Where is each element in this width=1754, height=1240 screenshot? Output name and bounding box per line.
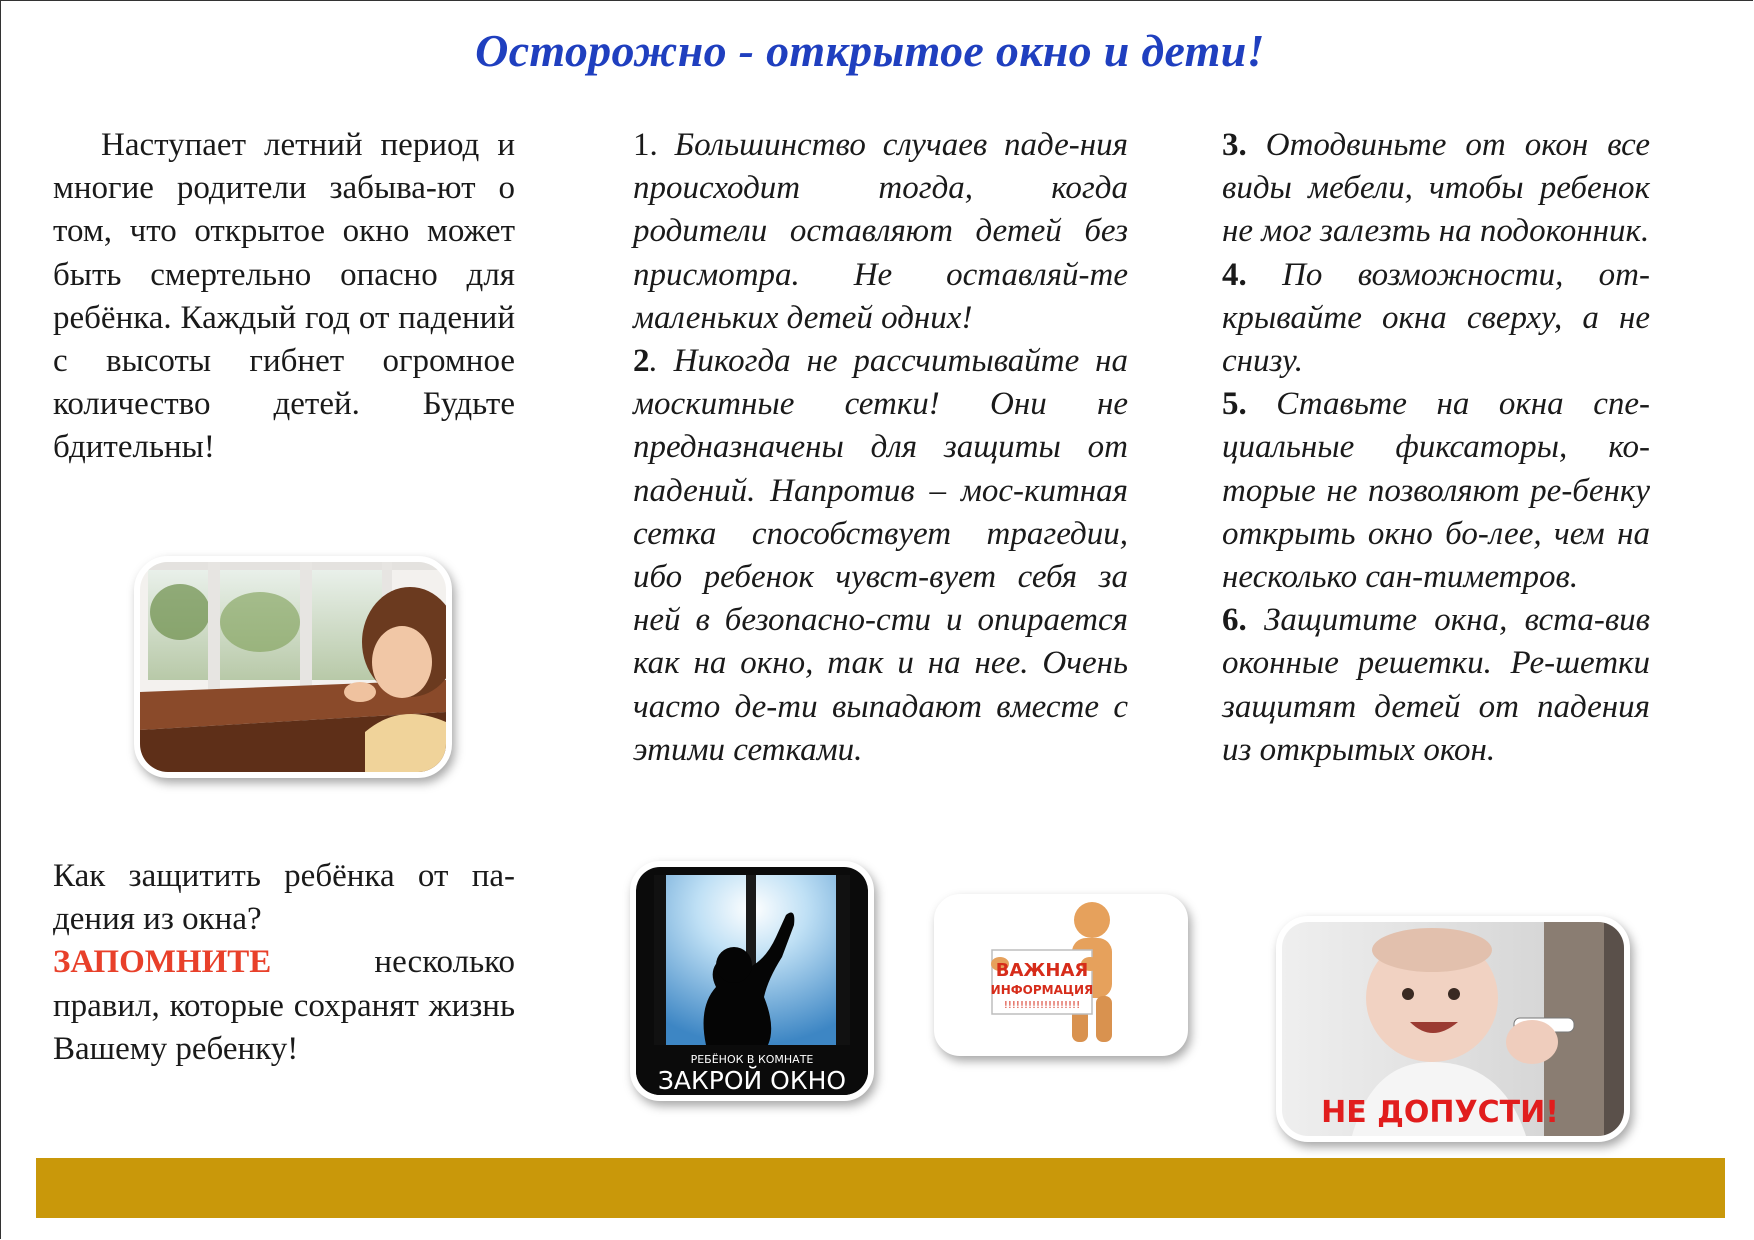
rule-1 [633,124,1128,340]
important-line-1: ВАЖНАЯ [995,960,1089,981]
rule-6 [1222,599,1650,772]
rule-3-text: Отодвиньте от окон все виды мебели, чтобы ребенок не мог залезть на подоконник. [1222,127,1650,250]
rule-1-text: Большинство случаев паде-ния происходит тогда, когда родители оставляют детей без присмотра. Не оставляй-те маленьких детей одних! [633,127,1128,336]
rule-5 [1222,383,1650,599]
rule-6-number: 6. [1222,602,1247,639]
photo-dont-allow [1276,916,1630,1142]
important-line-2: ИНФОРМАЦИЯ [990,983,1094,997]
rule-5-number: 5. [1222,386,1247,423]
close-window-big-text: ЗАКРОЙ ОКНО [657,1066,847,1095]
page-title: Осторожно - открытое окно и дети! [475,25,1265,76]
footer-bar [36,1158,1725,1218]
photo-close-window [630,861,874,1101]
remember-rest: несколько правил, которые сохранят жизнь Вашему ребенку! [53,944,515,1067]
rule-5-text: Ставьте на окна спе-циальные фиксаторы, ко-торые не позволяют ре-бенку открыть окно бо-лее, чем на несколько сан-тиметров. [1222,386,1650,596]
rules-intro [53,855,515,1071]
rule-2-text: . Никогда не рассчитывайте на москитные сетки! Они не предназначены для защиты от падений. Напротив – мос-китная сетка способствует трагедии, ибо ребенок чувст-вует себя за ней в безопасно-сти и опирается как на окно, так и на нее. Очень часто де-ти выпадают вместе с этими сетками. [633,343,1128,768]
rule-2 [633,340,1128,772]
rule-2-number: 2 [633,343,650,380]
column-intro [53,124,515,470]
rule-1-number: 1. [633,127,658,163]
important-line-3: !!!!!!!!!!!!!!!!!!! [1003,1000,1081,1011]
rule-4-text: По возможности, от-крывайте окна сверху, а не снизу. [1222,256,1650,380]
close-window-small-text: РЕБЁНОК В КОМНАТЕ [690,1053,814,1066]
photo-important-info [934,894,1188,1056]
rule-3-number: 3. [1222,127,1247,163]
rule-3 [1222,124,1650,254]
rule-4-number: 4. [1222,256,1247,293]
rule-4 [1222,254,1650,384]
remember-label: ЗАПОМНИТЕ [53,944,272,981]
column-rules-3-6 [1222,124,1650,772]
column-rules-1-2 [633,124,1128,772]
question-text: Как защитить ребёнка от па-дения из окна? [53,858,515,938]
rule-6-text: Защитите окна, вста-вив оконные решетки. Ре-шетки защитят детей от падения из открытых окон. [1222,602,1650,768]
photo-child-at-window [134,556,452,778]
dont-allow-text: НЕ ДОПУСТИ! [1321,1095,1559,1130]
remember-paragraph [53,941,515,1071]
intro-paragraph: Наступает летний период и многие родители забыва-ют о том, что открытое окно может быть смертельно опасно для ребёнка. Каждый год от падений с высоты гибнет огромное количество детей. Будьте бдительны! [53,127,515,466]
